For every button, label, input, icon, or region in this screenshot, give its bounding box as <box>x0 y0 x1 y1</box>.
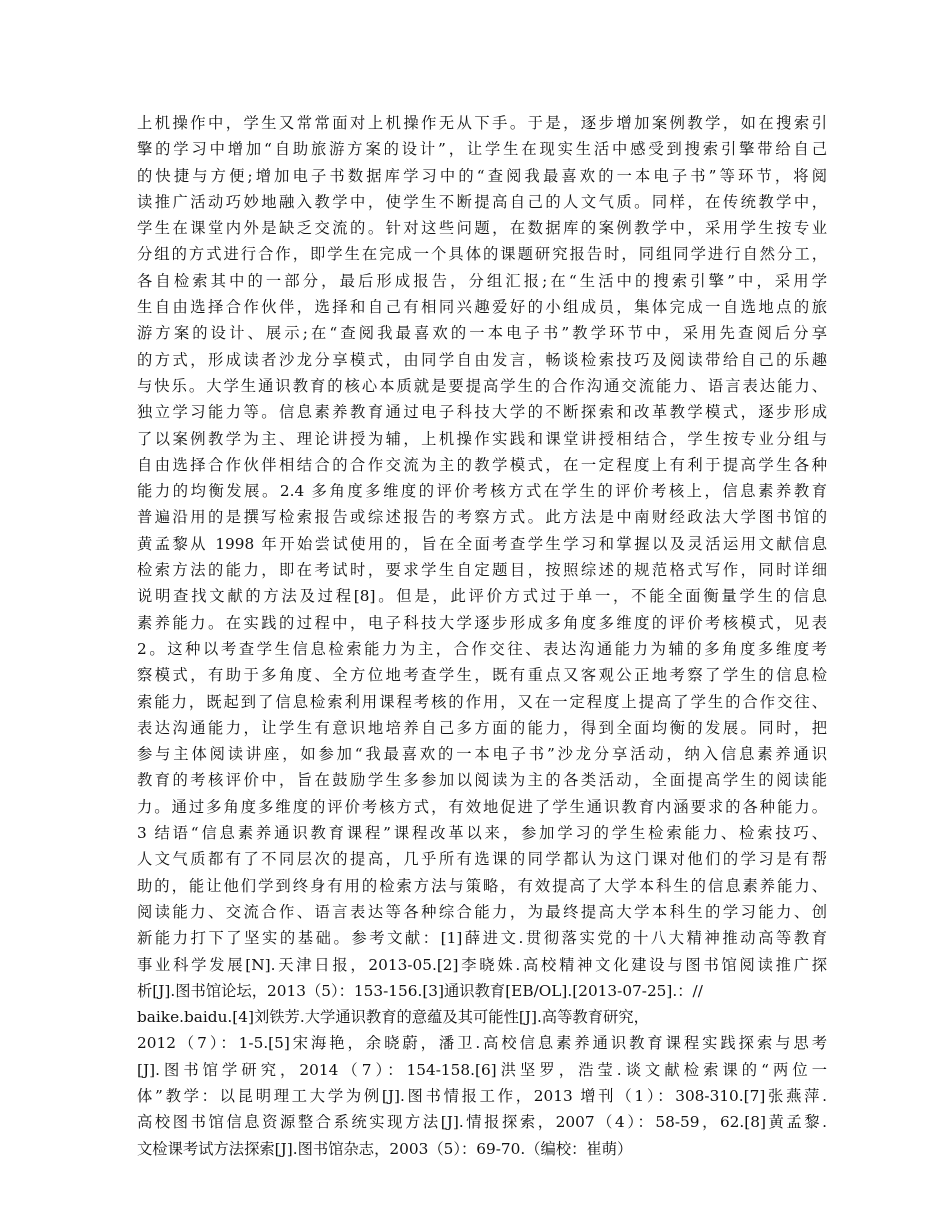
text-line: 体”教学：以昆明理工大学为例[J].图书情报工作，2013 增刊（1）：308-310.[7]张燕萍. <box>137 1086 827 1105</box>
text-line: 的方式，形成读者沙龙分享模式，由同学自由发言，畅谈检索技巧及阅读带给自己的乐趣 <box>137 350 827 369</box>
text-line: 表达沟通能力，让学生有意识地培养自己多方面的能力，得到全面均衡的发展。同时，把 <box>137 718 827 737</box>
text-line: 教育的考核评价中，旨在鼓励学生多参加以阅读为主的各类活动，全面提高学生的阅读能 <box>137 771 827 790</box>
text-line: 普遍沿用的是撰写检索报告或综述报告的考察方式。此方法是中南财经政法大学图书馆的 <box>137 508 827 527</box>
article-body-text <box>137 110 827 1162</box>
text-line: 自由选择合作伙伴相结合的合作交流为主的教学模式，在一定程度上有利于提高学生各种 <box>137 455 827 474</box>
text-line: 阅读能力、交流合作、语言表达等各种综合能力，为最终提高大学本科生的学习能力、创 <box>137 902 827 921</box>
text-line: [J].图书馆学研究，2014（7）：154-158.[6]洪坚罗，浩莹.谈文献检索课的“两位一 <box>137 1060 827 1079</box>
text-line: 学生在课堂内外是缺乏交流的。针对这些问题，在数据库的案例教学中，采用学生按专业 <box>137 219 827 238</box>
text-line: 生自由选择合作伙伴，选择和自己有相同兴趣爱好的小组成员，集体完成一自选地点的旅 <box>137 298 827 317</box>
text-line: 事业科学发展[N].天津日报，2013-05.[2]李晓姝.高校精神文化建设与图书馆阅读推广探 <box>137 955 827 974</box>
text-line: 参与主体阅读讲座，如参加“我最喜欢的一本电子书”沙龙分享活动，纳入信息素养通识 <box>137 745 827 764</box>
text-line: 力。通过多角度多维度的评价考核方式，有效地促进了学生通识教育内涵要求的各种能力。 <box>137 797 827 816</box>
text-line: 高校图书馆信息资源整合系统实现方法[J].情报探索，2007（4）：58-59，62.[8]黄孟黎. <box>137 1113 827 1132</box>
text-line: 新能力打下了坚实的基础。参考文献：[1]薛进文.贯彻落实党的十八大精神推动高等教育 <box>137 929 827 948</box>
text-line: 读推广活动巧妙地融入教学中，使学生不断提高自己的人文气质。同样，在传统教学中， <box>137 192 827 211</box>
text-line: 助的，能让他们学到终身有用的检索方法与策略，有效提高了大学本科生的信息素养能力、 <box>137 876 827 895</box>
text-line: 上机操作中，学生又常常面对上机操作无从下手。于是，逐步增加案例教学，如在搜索引 <box>137 114 827 132</box>
text-line: 人文气质都有了不同层次的提高，几乎所有选课的同学都认为这门课对他们的学习是有帮 <box>137 850 827 869</box>
text-line: 了以案例教学为主、理论讲授为辅，上机操作实践和课堂讲授相结合，学生按专业分组与 <box>137 429 827 448</box>
text-line: 文检课考试方法探索[J].图书馆杂志，2003（5）：69-70.（编校：崔萌） <box>137 1139 633 1158</box>
text-line: 独立学习能力等。信息素养教育通过电子科技大学的不断探索和改革教学模式，逐步形成 <box>137 403 827 422</box>
text-line: 说明查找文献的方法及过程[8]。但是，此评价方式过于单一，不能全面衡量学生的信息 <box>137 587 827 606</box>
text-line: 分组的方式进行合作，即学生在完成一个具体的课题研究报告时，同组同学进行自然分工， <box>137 245 827 264</box>
text-line: 素养能力。在实践的过程中，电子科技大学逐步形成多角度多维度的评价考核模式，见表 <box>137 613 827 632</box>
text-line: 检索方法的能力，即在考试时，要求学生自定题目，按照综述的规范格式写作，同时详细 <box>137 561 827 580</box>
text-line: 黄孟黎从 1998 年开始尝试使用的，旨在全面考查学生学习和掌握以及灵活运用文献信息 <box>137 534 827 553</box>
text-line: 索能力，既起到了信息检索利用课程考核的作用，又在一定程度上提高了学生的合作交往、 <box>137 692 827 711</box>
text-line: 3 结语“信息素养通识教育课程”课程改革以来，参加学习的学生检索能力、检索技巧、 <box>137 824 827 843</box>
text-line: 与快乐。大学生通识教育的核心本质就是要提高学生的合作沟通交流能力、语言表达能力、 <box>137 376 827 395</box>
text-line: 擎的学习中增加“自助旅游方案的设计”，让学生在现实生活中感受到搜索引擎带给自己 <box>137 140 827 159</box>
text-line: 2012（7）：1-5.[5]宋海艳，余晓蔚，潘卫.高校信息素养通识教育课程实践探索与思考 <box>137 1034 827 1053</box>
text-line: 2。这种以考查学生信息检索能力为主，合作交往、表达沟通能力为辅的多角度多维度考 <box>137 639 827 658</box>
text-line: 能力的均衡发展。2.4 多角度多维度的评价考核方式在学生的评价考核上，信息素养教育 <box>137 482 827 501</box>
text-line: 察模式，有助于多角度、全方位地考查学生，既有重点又客观公正地考察了学生的信息检 <box>137 666 827 685</box>
text-line: baike.baidu.[4]刘铁芳.大学通识教育的意蕴及其可能性[J].高等教育研究， <box>137 1008 649 1027</box>
text-line: 的快捷与方便;增加电子书数据库学习中的“查阅我最喜欢的一本电子书”等环节，将阅 <box>137 166 827 185</box>
text-line: 析[J].图书馆论坛，2013（5）：153-156.[3]通识教育[EB/OL].[2013-07-25].：// <box>137 981 703 1000</box>
text-line: 各自检索其中的一部分，最后形成报告，分组汇报;在“生活中的搜索引擎”中，采用学 <box>137 271 827 290</box>
text-line: 游方案的设计、展示;在“查阅我最喜欢的一本电子书”教学环节中，采用先查阅后分享 <box>137 324 827 343</box>
